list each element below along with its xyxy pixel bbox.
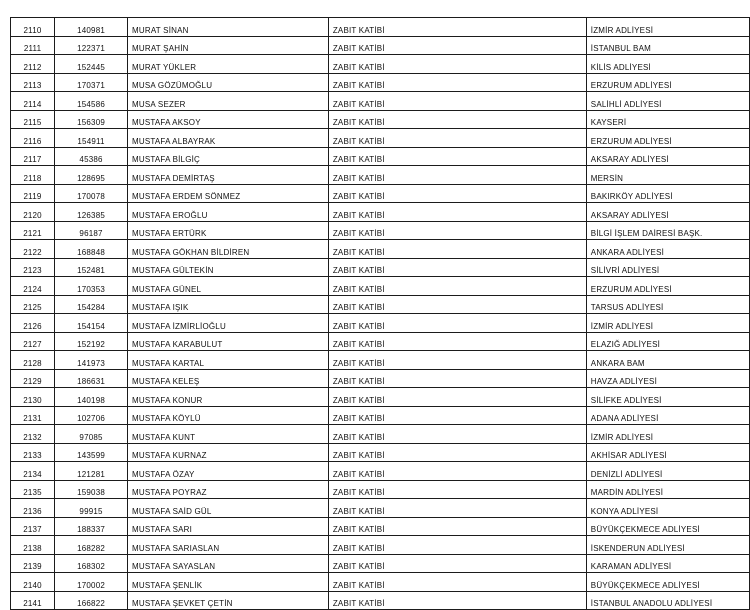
registry-number-cell: 170371	[55, 73, 128, 92]
full-name-cell: MUSTAFA KONUR	[128, 388, 329, 407]
full-name-cell: MUSTAFA SARI	[128, 517, 329, 536]
registry-number-cell: 168848	[55, 240, 128, 259]
full-name-cell: MUSTAFA BİLGİÇ	[128, 147, 329, 166]
title-cell: ZABIT KATİBİ	[328, 18, 586, 37]
title-cell: ZABIT KATİBİ	[328, 369, 586, 388]
registry-number-cell: 96187	[55, 221, 128, 240]
assignment-location-cell: ANKARA ADLİYESİ	[586, 240, 749, 259]
registry-number-cell: 170078	[55, 184, 128, 203]
title-cell: ZABIT KATİBİ	[328, 203, 586, 222]
full-name-cell: MUSTAFA KARTAL	[128, 351, 329, 370]
table-row	[11, 480, 750, 499]
title-cell: ZABIT KATİBİ	[328, 554, 586, 573]
registry-number-cell: 154284	[55, 295, 128, 314]
registry-number-cell: 170002	[55, 573, 128, 592]
title-cell: ZABIT KATİBİ	[328, 184, 586, 203]
table-row	[11, 332, 750, 351]
row-number-cell: 2138	[11, 536, 55, 555]
row-number-cell: 2135	[11, 480, 55, 499]
assignment-location-cell: BÜYÜKÇEKMECE ADLİYESİ	[586, 573, 749, 592]
full-name-cell: MUSTAFA SAYASLAN	[128, 554, 329, 573]
row-number-cell: 2113	[11, 73, 55, 92]
title-cell: ZABIT KATİBİ	[328, 406, 586, 425]
row-number-cell: 2115	[11, 110, 55, 129]
row-number-cell: 2140	[11, 573, 55, 592]
table-row	[11, 18, 750, 37]
table-row	[11, 369, 750, 388]
full-name-cell: MURAT ŞAHİN	[128, 36, 329, 55]
title-cell: ZABIT KATİBİ	[328, 314, 586, 333]
title-cell: ZABIT KATİBİ	[328, 129, 586, 148]
table-row	[11, 221, 750, 240]
registry-number-cell: 126385	[55, 203, 128, 222]
row-number-cell: 2130	[11, 388, 55, 407]
registry-number-cell: 99915	[55, 499, 128, 518]
row-number-cell: 2114	[11, 92, 55, 111]
table-row	[11, 166, 750, 185]
registry-number-cell: 121281	[55, 462, 128, 481]
row-number-cell: 2128	[11, 351, 55, 370]
table-row	[11, 591, 750, 610]
assignment-location-cell: KİLİS ADLİYESİ	[586, 55, 749, 74]
full-name-cell: MURAT SİNAN	[128, 18, 329, 37]
table-row	[11, 314, 750, 333]
row-number-cell: 2131	[11, 406, 55, 425]
assignment-location-cell: MARDİN ADLİYESİ	[586, 480, 749, 499]
registry-number-cell: 140981	[55, 18, 128, 37]
registry-number-cell: 143599	[55, 443, 128, 462]
assignment-location-cell: TARSUS ADLİYESİ	[586, 295, 749, 314]
table-row	[11, 147, 750, 166]
registry-number-cell: 186631	[55, 369, 128, 388]
row-number-cell: 2132	[11, 425, 55, 444]
row-number-cell: 2136	[11, 499, 55, 518]
row-number-cell: 2134	[11, 462, 55, 481]
registry-number-cell: 122371	[55, 36, 128, 55]
table-row	[11, 462, 750, 481]
row-number-cell: 2119	[11, 184, 55, 203]
title-cell: ZABIT KATİBİ	[328, 221, 586, 240]
registry-number-cell: 140198	[55, 388, 128, 407]
table-row	[11, 388, 750, 407]
registry-number-cell: 141973	[55, 351, 128, 370]
table-row	[11, 295, 750, 314]
table-row	[11, 443, 750, 462]
row-number-cell: 2118	[11, 166, 55, 185]
table-row	[11, 258, 750, 277]
full-name-cell: MURAT YÜKLER	[128, 55, 329, 74]
assignment-location-cell: ELAZIĞ ADLİYESİ	[586, 332, 749, 351]
full-name-cell: MUSTAFA KELEŞ	[128, 369, 329, 388]
assignment-location-cell: SİLİFKE ADLİYESİ	[586, 388, 749, 407]
registry-number-cell: 45386	[55, 147, 128, 166]
title-cell: ZABIT KATİBİ	[328, 462, 586, 481]
full-name-cell: MUSTAFA SAİD GÜL	[128, 499, 329, 518]
full-name-cell: MUSTAFA KARABULUT	[128, 332, 329, 351]
registry-number-cell: 97085	[55, 425, 128, 444]
full-name-cell: MUSTAFA GÜLTEKİN	[128, 258, 329, 277]
registry-number-cell: 152445	[55, 55, 128, 74]
title-cell: ZABIT KATİBİ	[328, 388, 586, 407]
row-number-cell: 2125	[11, 295, 55, 314]
table-row	[11, 184, 750, 203]
registry-number-cell: 154586	[55, 92, 128, 111]
full-name-cell: MUSTAFA SARIASLAN	[128, 536, 329, 555]
assignment-location-cell: DENİZLİ ADLİYESİ	[586, 462, 749, 481]
row-number-cell: 2133	[11, 443, 55, 462]
full-name-cell: MUSTAFA KÖYLÜ	[128, 406, 329, 425]
assignment-location-cell: SALİHLİ ADLİYESİ	[586, 92, 749, 111]
row-number-cell: 2112	[11, 55, 55, 74]
title-cell: ZABIT KATİBİ	[328, 240, 586, 259]
assignment-location-cell: İSTANBUL BAM	[586, 36, 749, 55]
title-cell: ZABIT KATİBİ	[328, 110, 586, 129]
assignment-location-cell: KAYSERİ	[586, 110, 749, 129]
personnel-table-body	[11, 18, 750, 610]
title-cell: ZABIT KATİBİ	[328, 332, 586, 351]
row-number-cell: 2120	[11, 203, 55, 222]
assignment-location-cell: HAVZA ADLİYESİ	[586, 369, 749, 388]
full-name-cell: MUSTAFA IŞIK	[128, 295, 329, 314]
assignment-location-cell: ERZURUM ADLİYESİ	[586, 73, 749, 92]
table-row	[11, 425, 750, 444]
full-name-cell: MUSTAFA İZMİRLİOĞLU	[128, 314, 329, 333]
row-number-cell: 2137	[11, 517, 55, 536]
assignment-location-cell: AKSARAY ADLİYESİ	[586, 147, 749, 166]
registry-number-cell: 128695	[55, 166, 128, 185]
full-name-cell: MUSTAFA DEMİRTAŞ	[128, 166, 329, 185]
table-row	[11, 554, 750, 573]
title-cell: ZABIT KATİBİ	[328, 499, 586, 518]
assignment-location-cell: ERZURUM ADLİYESİ	[586, 277, 749, 296]
assignment-location-cell: İZMİR ADLİYESİ	[586, 425, 749, 444]
table-row	[11, 351, 750, 370]
row-number-cell: 2117	[11, 147, 55, 166]
table-row	[11, 499, 750, 518]
assignment-location-cell: BİLGİ İŞLEM DAİRESİ BAŞK.	[586, 221, 749, 240]
assignment-location-cell: İSKENDERUN ADLİYESİ	[586, 536, 749, 555]
full-name-cell: MUSTAFA KUNT	[128, 425, 329, 444]
assignment-location-cell: SİLİVRİ ADLİYESİ	[586, 258, 749, 277]
row-number-cell: 2139	[11, 554, 55, 573]
row-number-cell: 2116	[11, 129, 55, 148]
registry-number-cell: 166822	[55, 591, 128, 610]
title-cell: ZABIT KATİBİ	[328, 536, 586, 555]
row-number-cell: 2124	[11, 277, 55, 296]
table-row	[11, 517, 750, 536]
full-name-cell: MUSTAFA ERTÜRK	[128, 221, 329, 240]
registry-number-cell: 168302	[55, 554, 128, 573]
title-cell: ZABIT KATİBİ	[328, 480, 586, 499]
table-row	[11, 73, 750, 92]
title-cell: ZABIT KATİBİ	[328, 591, 586, 610]
table-row	[11, 129, 750, 148]
row-number-cell: 2126	[11, 314, 55, 333]
title-cell: ZABIT KATİBİ	[328, 92, 586, 111]
full-name-cell: MUSTAFA ERDEM SÖNMEZ	[128, 184, 329, 203]
row-number-cell: 2129	[11, 369, 55, 388]
title-cell: ZABIT KATİBİ	[328, 73, 586, 92]
full-name-cell: MUSTAFA AKSOY	[128, 110, 329, 129]
full-name-cell: MUSTAFA KURNAZ	[128, 443, 329, 462]
title-cell: ZABIT KATİBİ	[328, 443, 586, 462]
assignment-location-cell: KONYA ADLİYESİ	[586, 499, 749, 518]
table-row	[11, 536, 750, 555]
title-cell: ZABIT KATİBİ	[328, 295, 586, 314]
registry-number-cell: 168282	[55, 536, 128, 555]
registry-number-cell: 188337	[55, 517, 128, 536]
registry-number-cell: 152192	[55, 332, 128, 351]
table-row	[11, 55, 750, 74]
assignment-location-cell: ADANA ADLİYESİ	[586, 406, 749, 425]
table-row	[11, 573, 750, 592]
assignment-location-cell: KARAMAN ADLİYESİ	[586, 554, 749, 573]
full-name-cell: MUSA SEZER	[128, 92, 329, 111]
full-name-cell: MUSTAFA EROĞLU	[128, 203, 329, 222]
full-name-cell: MUSTAFA ALBAYRAK	[128, 129, 329, 148]
registry-number-cell: 159038	[55, 480, 128, 499]
row-number-cell: 2127	[11, 332, 55, 351]
table-row	[11, 277, 750, 296]
full-name-cell: MUSTAFA ŞEVKET ÇETİN	[128, 591, 329, 610]
title-cell: ZABIT KATİBİ	[328, 425, 586, 444]
registry-number-cell: 154911	[55, 129, 128, 148]
full-name-cell: MUSTAFA GÜNEL	[128, 277, 329, 296]
assignment-location-cell: BAKIRKÖY ADLİYESİ	[586, 184, 749, 203]
table-row	[11, 36, 750, 55]
title-cell: ZABIT KATİBİ	[328, 573, 586, 592]
row-number-cell: 2110	[11, 18, 55, 37]
assignment-location-cell: AKHİSAR ADLİYESİ	[586, 443, 749, 462]
table-row	[11, 406, 750, 425]
title-cell: ZABIT KATİBİ	[328, 258, 586, 277]
title-cell: ZABIT KATİBİ	[328, 351, 586, 370]
registry-number-cell: 156309	[55, 110, 128, 129]
assignment-location-cell: MERSİN	[586, 166, 749, 185]
row-number-cell: 2122	[11, 240, 55, 259]
title-cell: ZABIT KATİBİ	[328, 55, 586, 74]
assignment-location-cell: İZMİR ADLİYESİ	[586, 314, 749, 333]
personnel-table	[10, 17, 750, 610]
row-number-cell: 2111	[11, 36, 55, 55]
title-cell: ZABIT KATİBİ	[328, 517, 586, 536]
row-number-cell: 2121	[11, 221, 55, 240]
table-row	[11, 110, 750, 129]
registry-number-cell: 170353	[55, 277, 128, 296]
table-row	[11, 240, 750, 259]
row-number-cell: 2141	[11, 591, 55, 610]
assignment-location-cell: İSTANBUL ANADOLU ADLİYESİ	[586, 591, 749, 610]
assignment-location-cell: AKSARAY ADLİYESİ	[586, 203, 749, 222]
title-cell: ZABIT KATİBİ	[328, 166, 586, 185]
assignment-location-cell: ANKARA BAM	[586, 351, 749, 370]
full-name-cell: MUSTAFA GÖKHAN BİLDİREN	[128, 240, 329, 259]
title-cell: ZABIT KATİBİ	[328, 36, 586, 55]
title-cell: ZABIT KATİBİ	[328, 277, 586, 296]
full-name-cell: MUSTAFA ŞENLİK	[128, 573, 329, 592]
registry-number-cell: 102706	[55, 406, 128, 425]
assignment-location-cell: BÜYÜKÇEKMECE ADLİYESİ	[586, 517, 749, 536]
full-name-cell: MUSTAFA POYRAZ	[128, 480, 329, 499]
table-row	[11, 203, 750, 222]
assignment-location-cell: İZMİR ADLİYESİ	[586, 18, 749, 37]
table-row	[11, 92, 750, 111]
full-name-cell: MUSA GÖZÜMOĞLU	[128, 73, 329, 92]
full-name-cell: MUSTAFA ÖZAY	[128, 462, 329, 481]
assignment-location-cell: ERZURUM ADLİYESİ	[586, 129, 749, 148]
registry-number-cell: 154154	[55, 314, 128, 333]
row-number-cell: 2123	[11, 258, 55, 277]
title-cell: ZABIT KATİBİ	[328, 147, 586, 166]
registry-number-cell: 152481	[55, 258, 128, 277]
